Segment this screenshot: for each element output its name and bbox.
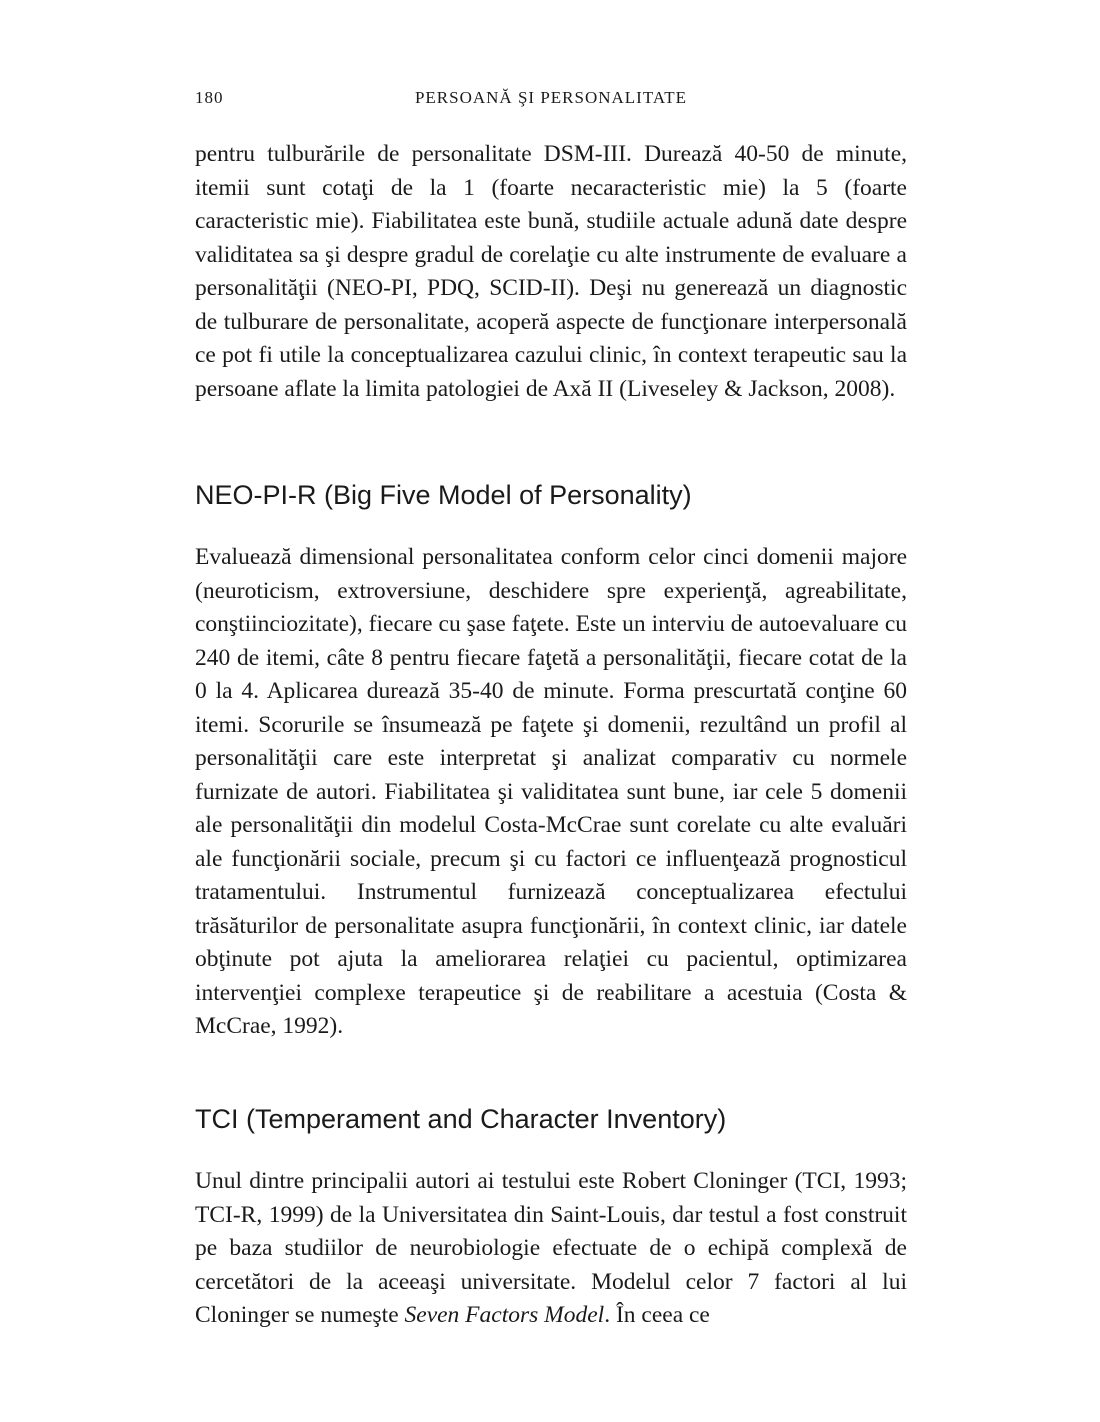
body-paragraph: pentru tulburările de personalitate DSM-III. Durează 40-50 de minute, itemii sunt cotaţi de la 1 (foarte necaracteristic mie) la 5 (foarte caracteristic mie). Fiabilitatea este bună, studiile actuale adună date despre validitatea sa şi despre gradul de corelaţie cu alte instrumente de evaluare a personalităţii (NEO-PI, PDQ, SCID-II). Deşi nu generează un diagnostic de tulburare de personalitate, acoperă aspecte de funcţionare interpersonală ce pot fi utile la conceptualizarea cazului clinic, în context terapeutic sau la persoane aflate la limita patologiei de Axă II (Liveseley & Jackson, 2008). — [195, 141, 907, 402]
page-number: 180 — [195, 88, 224, 107]
running-title: PERSOANĂ ŞI PERSONALITATE — [414, 88, 688, 107]
body-text: Unul dintre principalii autori ai testului este Robert Cloninger (TCI, 1993; TCI-R, 1999) de la Universitatea din Saint-Louis, dar testul a fost construit pe baza studiilor de neurobiologie efectuate de o echipă complexă de cercetători de la aceeaşi universitate. Modelul celor 7 factori al lui Cloninger se numeşte — [195, 1168, 907, 1328]
body-paragraph: Evaluează dimensional personalitatea conform celor cinci domenii majore (neuroticism, extroversiune, deschidere spre experienţă, agreabilitate, conştiinciozitate), fiecare cu şase faţete. Este un interviu de autoevaluare cu 240 de itemi, câte 8 pentru fiecare faţetă a personalităţii, fiecare cotat de la 0 la 4. Aplicarea durează 35-40 de minute. Forma prescurtată conţine 60 itemi. Scorurile se însumează pe faţete şi domenii, rezultând un profil al personalităţii care este interpretat şi analizat comparativ cu normele furnizate de autori. Fiabilitatea şi validitatea sunt bune, iar cele 5 domenii ale personalităţii din modelul Costa-McCrae sunt corelate cu alte evaluări ale funcţionării sociale, precum şi cu factori ce influenţează prognosticul tratamentului. Instrumentul furnizează conceptualizarea efectului trăsăturilor de personalitate asupra funcţionării, în context clinic, iar datele obţinute pot ajuta la ameliorarea relaţiei cu pacientul, optimizarea intervenţiei complexe terapeutice şi de reabilitare a acestuia (Costa & McCrae, 1992). — [195, 544, 907, 1039]
body-paragraph — [195, 1165, 907, 1333]
italic-term: Seven Factors Model — [404, 1302, 605, 1328]
body-text: . În ceea ce — [604, 1302, 710, 1328]
document-page — [195, 0, 907, 1422]
section-heading: NEO-PI-R (Big Five Model of Personality) — [195, 480, 692, 510]
section-heading: TCI (Temperament and Character Inventory) — [195, 1104, 727, 1134]
running-header — [195, 88, 907, 114]
